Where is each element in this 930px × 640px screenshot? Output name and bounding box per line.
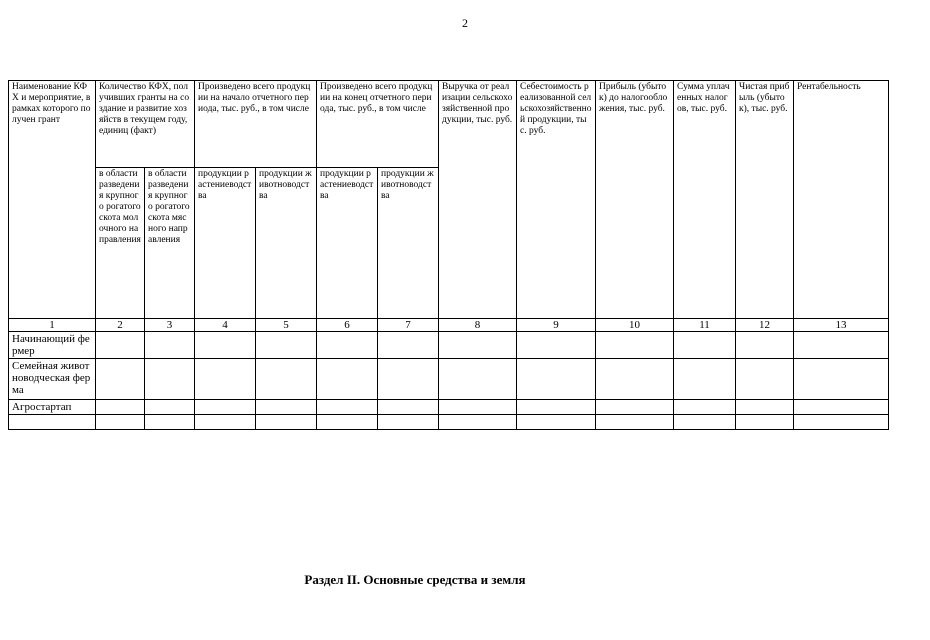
header-count: Количество КФХ, получивших гранты на создание и развитие хозяйств в текущем году, единиц (факт) — [96, 81, 195, 168]
table-row — [9, 332, 889, 359]
table-cell[interactable] — [596, 415, 674, 430]
subheader-start-livestock: продукции животноводства — [256, 168, 317, 319]
table-cell[interactable] — [378, 415, 439, 430]
column-number: 3 — [145, 319, 195, 332]
header-net-profit: Чистая прибыль (убыток), тыс. руб. — [736, 81, 794, 319]
table-cell[interactable] — [517, 332, 596, 359]
table-cell[interactable] — [736, 415, 794, 430]
table-cell[interactable] — [674, 359, 736, 400]
table-cell[interactable] — [794, 400, 889, 415]
row-label: Начинающий фермер — [9, 332, 96, 359]
table-cell[interactable] — [596, 332, 674, 359]
table-cell[interactable] — [145, 415, 195, 430]
table-cell[interactable] — [256, 359, 317, 400]
table-cell[interactable] — [736, 332, 794, 359]
table-cell[interactable] — [96, 332, 145, 359]
table-cell[interactable] — [794, 415, 889, 430]
header-produced-end: Произведено всего продукции на конец отчетного периода, тыс. руб., в том числе — [317, 81, 439, 168]
subheader-count-dairy: в области разведения крупного рогатого скота молочного направления — [96, 168, 145, 319]
table-cell[interactable] — [195, 415, 256, 430]
row-label — [9, 415, 96, 430]
table-cell[interactable] — [674, 332, 736, 359]
table-cell[interactable] — [674, 415, 736, 430]
subheader-end-crop: продукции растениеводства — [317, 168, 378, 319]
subheader-end-livestock: продукции животноводства — [378, 168, 439, 319]
column-number: 1 — [9, 319, 96, 332]
table-cell[interactable] — [736, 359, 794, 400]
table-cell[interactable] — [256, 332, 317, 359]
column-number: 6 — [317, 319, 378, 332]
table-cell[interactable] — [439, 359, 517, 400]
table-cell[interactable] — [439, 332, 517, 359]
table-cell[interactable] — [517, 415, 596, 430]
report-table-container — [8, 80, 861, 440]
subheader-count-meat: в области разведения крупного рогатого скота мясного направления — [145, 168, 195, 319]
table-cell[interactable] — [439, 415, 517, 430]
header-profitability: Рентабельность — [794, 81, 889, 319]
table-cell[interactable] — [378, 359, 439, 400]
table-cell[interactable] — [96, 400, 145, 415]
table-cell[interactable] — [674, 400, 736, 415]
column-number: 12 — [736, 319, 794, 332]
table-cell[interactable] — [439, 400, 517, 415]
table-cell[interactable] — [736, 400, 794, 415]
row-label: Семейная животноводческая ферма — [9, 359, 96, 400]
header-profit-before-tax: Прибыль (убыток) до налогообложения, тыс. руб. — [596, 81, 674, 319]
column-number: 11 — [674, 319, 736, 332]
table-cell[interactable] — [596, 400, 674, 415]
column-number: 7 — [378, 319, 439, 332]
table-cell[interactable] — [794, 332, 889, 359]
table-cell[interactable] — [317, 415, 378, 430]
header-revenue: Выручка от реализации сельскохозяйственной продукции, тыс. руб. — [439, 81, 517, 319]
column-number: 13 — [794, 319, 889, 332]
table-cell[interactable] — [145, 332, 195, 359]
table-cell[interactable] — [195, 400, 256, 415]
table-row — [9, 359, 889, 400]
header-cost: Себестоимость реализованной сельскохозяйственной продукции, тыс. руб. — [517, 81, 596, 319]
header-name: Наименование КФХ и мероприятие, в рамках которого получен грант — [9, 81, 96, 319]
table-cell[interactable] — [256, 400, 317, 415]
table-cell[interactable] — [145, 359, 195, 400]
table-cell[interactable] — [317, 400, 378, 415]
table-cell[interactable] — [317, 332, 378, 359]
table-cell[interactable] — [256, 415, 317, 430]
table-row — [9, 400, 889, 415]
table-cell[interactable] — [378, 332, 439, 359]
column-number: 4 — [195, 319, 256, 332]
column-number: 2 — [96, 319, 145, 332]
table-cell[interactable] — [96, 359, 145, 400]
table-cell[interactable] — [145, 400, 195, 415]
table-cell[interactable] — [195, 332, 256, 359]
column-number-row — [9, 319, 889, 332]
column-number: 5 — [256, 319, 317, 332]
column-number: 8 — [439, 319, 517, 332]
header-taxes-paid: Сумма уплаченных налогов, тыс. руб. — [674, 81, 736, 319]
report-table — [8, 80, 889, 430]
header-produced-start: Произведено всего продукции на начало отчетного периода, тыс. руб., в том числе — [195, 81, 317, 168]
table-cell[interactable] — [794, 359, 889, 400]
column-number: 10 — [596, 319, 674, 332]
table-cell[interactable] — [195, 359, 256, 400]
column-number: 9 — [517, 319, 596, 332]
table-cell[interactable] — [596, 359, 674, 400]
section-title: Раздел II. Основные средства и земля — [304, 572, 526, 587]
header-row — [9, 81, 889, 168]
table-cell[interactable] — [96, 415, 145, 430]
page-number: 2 — [462, 16, 468, 30]
table-cell[interactable] — [378, 400, 439, 415]
table-cell[interactable] — [517, 400, 596, 415]
row-label: Агростартап — [9, 400, 96, 415]
subheader-start-crop: продукции растениеводства — [195, 168, 256, 319]
table-cell[interactable] — [317, 359, 378, 400]
table-cell[interactable] — [517, 359, 596, 400]
table-row — [9, 415, 889, 430]
